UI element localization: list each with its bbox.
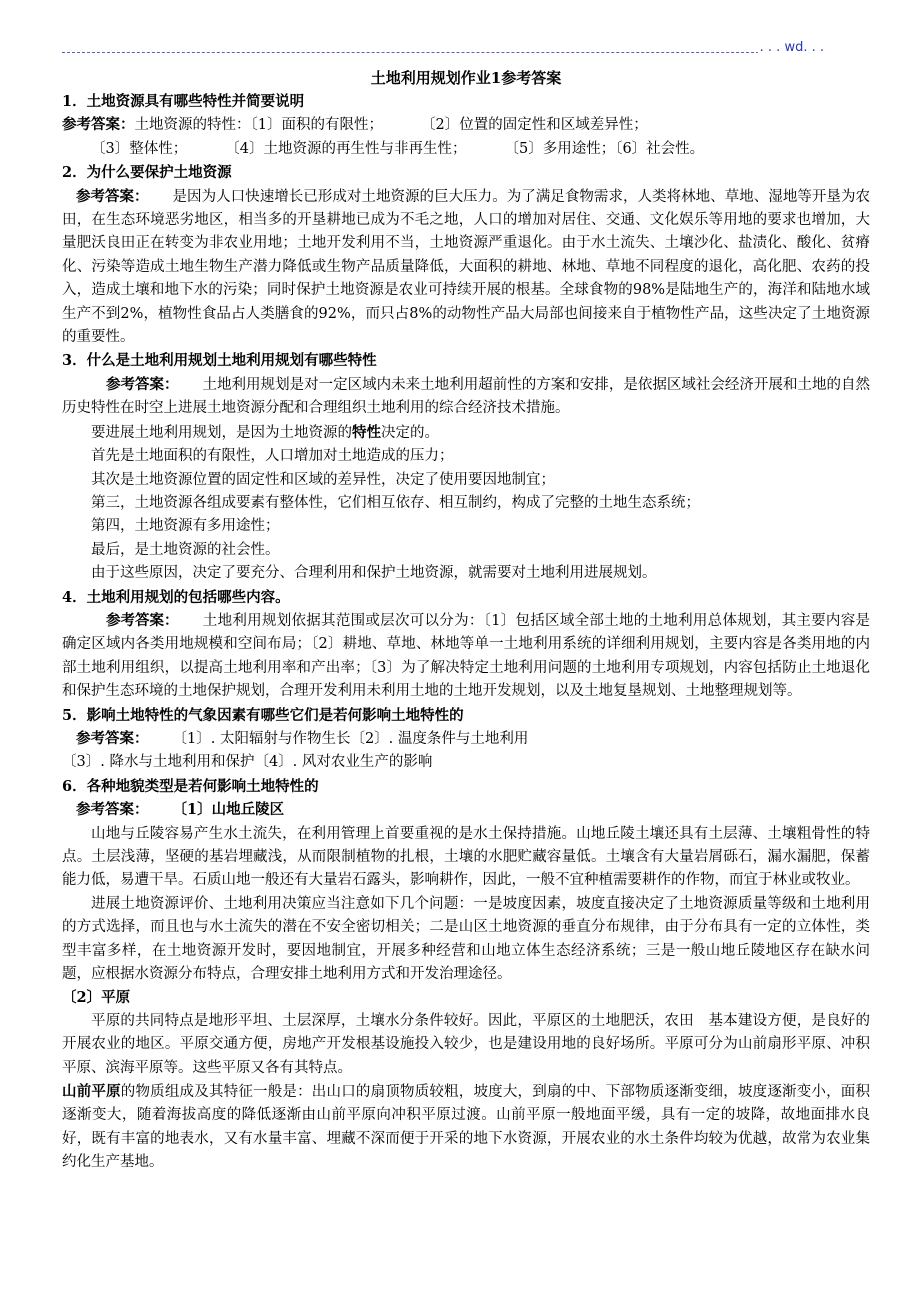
question-3: 3．什么是土地利用规划土地利用规划有哪些特性 — [62, 352, 377, 370]
answer-label: 参考答案： — [76, 801, 149, 819]
answer-3: 参考答案： 土地利用规划是对一定区域内未来土地利用超前性的方案和安排，是依据区域社会经济开展和土地的自然历史特性在时空上进展土地资源分配和合理组织土地利用的综合经济技术措施。 — [62, 373, 870, 421]
answer-2: 参考答案： 是因为人口快速增长已形成对土地资源的巨大压力。为了满足食物需求，人类将林地、草地、湿地等开垦为农田，在生态环境恶劣地区，相当多的开垦耕地已成为不毛之地，人口的增加对居住、交通、文化娱乐等用地的要求也增加，大量肥沃良田正在转变为非农业用地；土地开发利用不当，土地资源严重退化。由于水土流失、土壤沙化、盐渍化、酸化、贫瘠化、污染等造成土地生物生产潜力降低或生物产品质量降低，大面积的耕地、林地、草地不同程度的退化，高化肥、农药的投入，造成土壤和地下水的污染；同时保护土地资源是农业可持续开展的根基。全球食物的98%是陆地生产的，海洋和陆地水域生产不到2%，植物性食品占人类膳食的92%，而只占8%的动物性产品大局部也间接来自于植物性产品，这些决定了土地资源的重要性。 — [62, 185, 870, 350]
answer-label: 参考答案： — [106, 611, 179, 629]
question-6: 6．各种地貌类型是若何影响土地特性的 — [62, 777, 319, 795]
answer-3-para-7: 最后，是土地资源的社会性。 — [91, 541, 280, 558]
answer-1-line-1: 参考答案：土地资源的特性：〔1〕面积的有限性； 〔2〕位置的固定性和区域差异性； — [62, 116, 648, 134]
answer-6-para-3: 平原的共同特点是地形平坦、土层深厚，土壤水分条件较好。因此，平原区的土地肥沃，农田 基本建设方便，是良好的开展农业的地区。平原交通方便，房地产开发根基设施投入较少，也是建设用地的良好场所。平原可分为山前扇形平原、冲积平原、滨海平原等。这些平原又各有其特点。 — [62, 1012, 870, 1076]
page-header — [62, 40, 870, 62]
answer-3-para-4: 其次是土地资源位置的固定性和区域的差异性，决定了使用要因地制宜； — [91, 471, 555, 488]
question-4: 4．土地利用规划的包括哪些内容。 — [62, 588, 290, 606]
answer-3-para-8: 由于这些原因，决定了要充分、合理利用和保护土地资源，就需要对土地利用进展规划。 — [91, 565, 657, 582]
header-mark: . . . wd. . . — [759, 40, 824, 55]
document-title: 土地利用规划作业1参考答案 — [370, 69, 562, 87]
answer-3-para-2: 要进展土地利用规划，是因为土地资源的特性决定的。 — [91, 423, 439, 441]
question-1: 1．土地资源具有哪些特性并简要说明 — [62, 93, 305, 110]
answer-5-line-1: 参考答案： 〔1〕. 太阳辐射与作物生长〔2〕. 温度条件与土地利用 — [62, 727, 870, 751]
answer-4: 参考答案： 土地利用规划依据其范围或层次可以分为：〔1〕包括区域全部土地的土地利用总体规划，其主要内容是确定区域内各类用地规模和空间布局；〔2〕耕地、草地、林地等单一土地利用系统的详细利用规划，主要内容是各类用地的内部土地利用组织，以提高土地利用率和产出率；〔3〕为了解决特定土地利用问题的土地利用专项规划，内容包括防止土地退化和保护生态环境的土地保护规划，合理开发利用未利用土地的土地开发规划，以及土地复垦规划、土地整理规划等。 — [62, 609, 870, 704]
subheading-plain: 〔2〕平原 — [62, 989, 131, 1007]
answer-6-para-4: 山前平原的物质组成及其特征一般是：出山口的扇顶物质较粗，坡度大，到扇的中、下部物质逐渐变细，坡度逐渐变小，面积逐渐变大，随着海拔高度的降低逐渐由山前平原向冲积平原过渡。山前平原一般地面平缓，具有一定的坡降，故地面排水良好，既有丰富的地表水，又有水量丰富、埋藏不深而便于开采的地下水资源，开展农业的水土条件均较为优越，故常为农业集约化生产基地。 — [62, 1083, 870, 1171]
answer-6-para-1: 山地与丘陵容易产生水土流失，在利用管理上首要重视的是水土保持措施。山地丘陵土壤还具有土层薄、土壤粗骨性的特点。土层浅薄，坚硬的基岩埋藏浅，从而限制植物的扎根，土壤的水肥贮藏容量低。土壤含有大量岩屑砾石，漏水漏肥，保蓄能力低，易遭干旱。石质山地一般还有大量岩石露头，影响耕作，因此，一般不宜种植需要耕作的作物，而宜于林业或牧业。 — [62, 825, 870, 889]
answer-3-para-3: 首先是土地面积的有限性，人口增加对土地造成的压力； — [91, 448, 454, 465]
header-dashed-rule — [62, 52, 824, 53]
answer-3-para-6: 第四，土地资源有多用途性； — [91, 518, 280, 535]
answer-6-sub-1 — [62, 798, 870, 822]
question-2: 2．为什么要保护土地资源 — [62, 164, 232, 182]
answer-label: 参考答案： — [62, 116, 135, 134]
answer-label: 参考答案： — [106, 375, 179, 393]
answer-3-para-5: 第三，土地资源各组成要素有整体性，它们相互依存、相互制约，构成了完整的土地生态系统； — [91, 494, 700, 511]
answer-5-line-2: 〔3〕. 降水与土地利用和保护〔4〕. 风对农业生产的影响 — [62, 754, 433, 771]
term-piedmont-plain: 山前平原 — [62, 1083, 121, 1101]
answer-1-line-2: 〔3〕整体性； 〔4〕土地资源的再生性与非再生性； 〔5〕多用途性；〔6〕社会性。 — [91, 140, 705, 157]
subheading-mountain-hill: 〔1〕山地丘陵区 — [172, 801, 285, 819]
answer-6-para-2: 进展土地资源评价、土地利用决策应当注意如下几个问题：一是坡度因素，坡度直接决定了土地资源质量等级和土地利用的方式选择，而且也与水土流失的潜在不安全密切相关；二是山区土地资源的垂直分布规律，由于分布具有一定的立体性，类型丰富多样，在土地资源开发时，要因地制宜，开展多种经营和山地立体生态经济系统；三是一般山地丘陵地区存在缺水问题，应根据水资源分布特点，合理安排土地利用方式和开发治理途径。 — [62, 895, 870, 983]
answer-label: 参考答案： — [76, 187, 149, 205]
document-page — [62, 40, 870, 1175]
question-5: 5．影响土地特性的气象因素有哪些它们是若何影响土地特性的 — [62, 706, 464, 724]
answer-label: 参考答案： — [76, 729, 149, 747]
